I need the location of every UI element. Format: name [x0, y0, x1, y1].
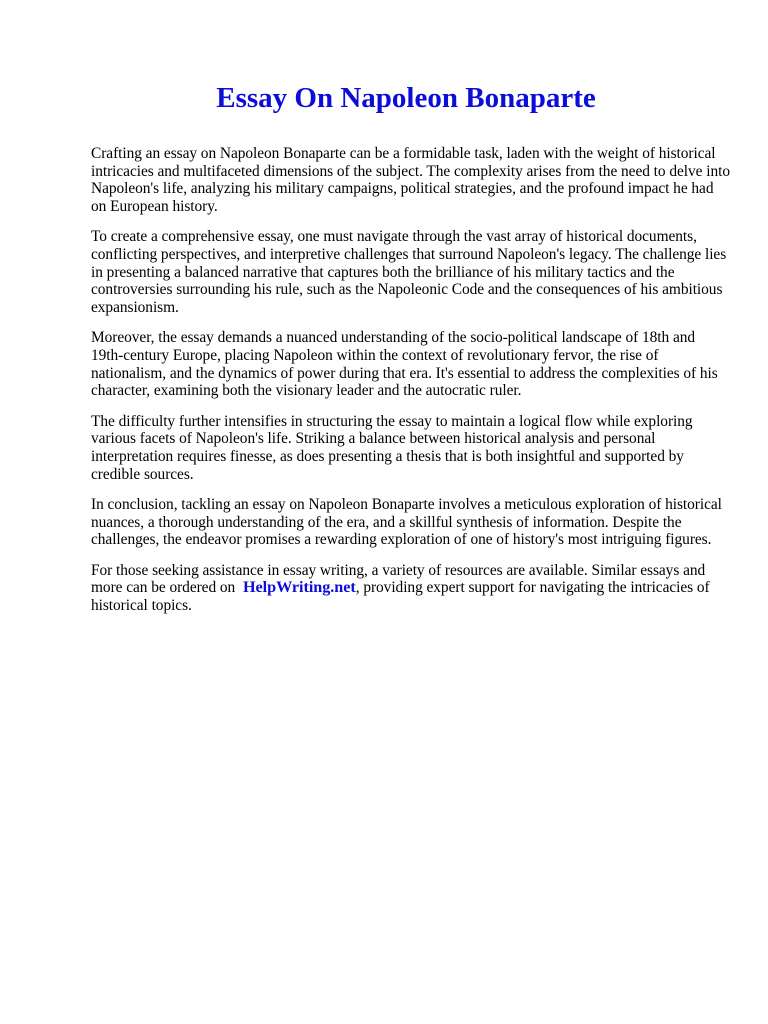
essay-body: [91, 145, 731, 628]
page-title: Essay On Napoleon Bonaparte: [216, 82, 596, 114]
paragraph-4: The difficulty further intensifies in structuring the essay to maintain a logical flow while exploring various facets of Napoleon's life. Striking a balance between historical analysis and personal interpretation requires finesse, as does presenting a thesis that is both insightful and supported by credible sources.: [91, 412, 693, 483]
helpwriting-link[interactable]: HelpWriting.net: [243, 578, 356, 597]
paragraph-2: To create a comprehensive essay, one must navigate through the vast array of historical documents, conflicting perspectives, and interpretive challenges that surround Napoleon's legacy. The challenge lies in presenting a balanced narrative that captures both the brilliance of his military tactics and the controversies surrounding his rule, such as the Napoleonic Code and the consequences of his ambitious expansionism.: [91, 228, 727, 316]
paragraph-6: [91, 562, 731, 615]
paragraph-6-text-after-link: , providing expert support for navigating the intricacies of historical topics.: [91, 579, 710, 615]
paragraph-6-text-before-link: For those seeking assistance in essay writing, a variety of resources are available. Similar essays and more can be ordered on: [91, 561, 706, 597]
paragraph-3: Moreover, the essay demands a nuanced understanding of the socio-political landscape of 18th and 19th-century Europe, placing Napoleon within the context of revolutionary fervor, the rise of nationalism, and the dynamics of power during that era. It's essential to address the complexities of his character, examining both the visionary leader and the autocratic ruler.: [91, 329, 718, 400]
paragraph-1: Crafting an essay on Napoleon Bonaparte can be a formidable task, laden with the weight of historical intricacies and multifaceted dimensions of the subject. The complexity arises from the need to delve into Napoleon's life, analyzing his military campaigns, political strategies, and the profound impact he had on European history.: [91, 145, 730, 215]
paragraph-5: In conclusion, tackling an essay on Napoleon Bonaparte involves a meticulous exploration of historical nuances, a thorough understanding of the era, and a skillful synthesis of information. Despite the challenges, the endeavor promises a rewarding exploration of one of history's most intriguing figures.: [91, 496, 722, 549]
